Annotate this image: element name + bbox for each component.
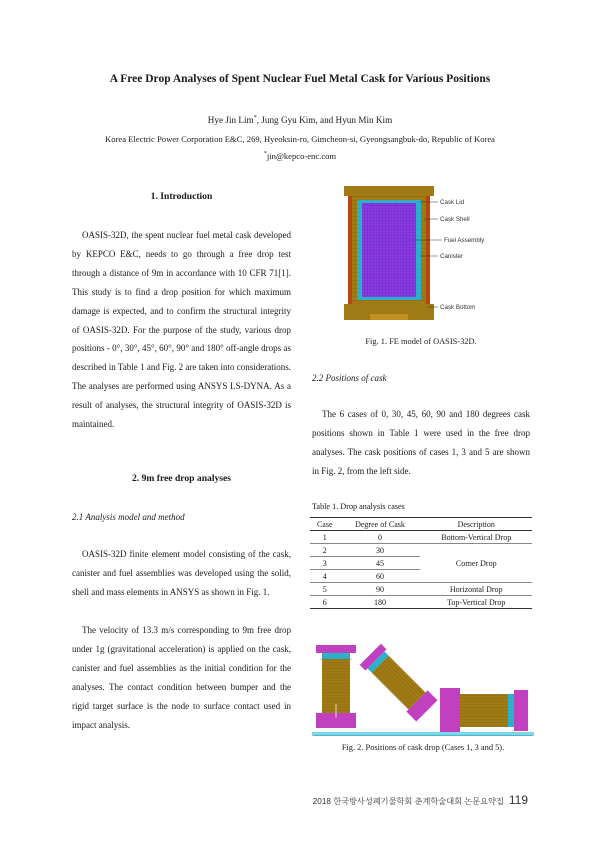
first-author: Hye Jin Lim [207, 115, 254, 126]
table-row: 6 180 Top-Vertical Drop [310, 596, 532, 609]
fig1-label-cask-lid: Cask Lid [440, 199, 465, 206]
paragraph-2-1-b: The velocity of 13.3 m/s corresponding to 9m free drop under 1g (gravitational acceleration) is applied on the cask, canister and fuel assemblies as the initial condition for the analyses. The contact condition between bumper and the rigid target surface is the node to surface contact used in impact analysis. [72, 625, 291, 730]
affiliation: Korea Electric Power Corporation E&C, 269, Hyeoksin-ro, Gimcheon-si, Gyeongsangbuk-do, Republic of Korea [105, 134, 495, 144]
fig1-caption: Fig. 1. FE model of OASIS-32D. [365, 337, 477, 346]
author-list [0, 115, 600, 125]
header-degree: Degree of Cask [339, 518, 420, 531]
fig2-caption: Fig. 2. Positions of cask drop (Cases 1, 3 and 5). [341, 743, 505, 752]
co-authors: , Jung Gyu Kim, and Hyun Min Kim [256, 115, 393, 126]
table-row: 1 0 Bottom-Vertical Drop [310, 531, 532, 544]
cask-case-3 [360, 644, 438, 722]
fig1-label-canister: Canister [440, 253, 464, 260]
subsection-2-2-heading: 2.2 Positions of cask [312, 373, 387, 383]
table-header-row [310, 518, 532, 531]
fig1-label-fuel-assembly: Fuel Assembly [444, 237, 485, 244]
fig1-label-cask-bottom: Cask Bottom [440, 304, 476, 311]
table-row: 4 60 [310, 570, 532, 583]
corner-drop-cell: Corner Drop [420, 544, 532, 583]
page-footer [313, 793, 528, 807]
corresponding-mark: * [253, 115, 257, 121]
table1-caption: Table 1. Drop analysis cases [312, 502, 405, 511]
cask-lid-shape [344, 186, 434, 196]
fig1-label-cask-shell: Cask Shell [440, 216, 470, 223]
fig1-fe-model [340, 184, 525, 326]
email-mark: * [263, 151, 267, 158]
email-line [0, 151, 600, 161]
intro-heading: 1. Introduction [150, 191, 213, 202]
table-row: 3 45 [310, 557, 532, 570]
paragraph-2-2: The 6 cases of 0, 30, 45, 60, 90 and 180 degrees cask positions shown in Table 1 were used in the free drop analyses. The cask positions of cases 1, 3 and 5 are shown in Fig. 2, from the left side. [312, 409, 530, 476]
table-row: 5 90 Horizontal Drop [310, 583, 532, 596]
fig2-drop-positions [312, 632, 534, 737]
proceedings-title: 2018 한국방사성폐기물학회 춘계학술대회 논문요약집 [312, 797, 504, 806]
subsection-2-1-heading: 2.1 Analysis model and method [72, 512, 185, 522]
table-row: 2 30 Corner Drop [310, 544, 532, 557]
header-description: Description [420, 518, 532, 531]
cask-case-5 [440, 688, 528, 733]
email: jin@kepco-enc.com [266, 151, 337, 161]
paper-title: A Free Drop Analyses of Spent Nuclear Fuel Metal Cask for Various Positions [109, 73, 491, 85]
fuel-assembly-shape [362, 203, 416, 297]
drop-analyses-heading: 2. 9m free drop analyses [131, 473, 232, 484]
drop-cases-table [310, 517, 532, 609]
page-number: 119 [508, 793, 528, 807]
header-case: Case [310, 518, 339, 531]
intro-paragraph: OASIS-32D, the spent nuclear fuel metal cask developed by KEPCO E&C, needs to go through a free drop test through a distance of 9m in accordance with 10 CFR 71[1]. This study is to find a drop position for which maximum damage is expected, and to confirm the structural integrity of OASIS-32D. For the purpose of the study, various drop positions - 0°, 30°, 45°, 60°, 90° and 180° off-angle drops as described in Table 1 and Fig. 2 are taken into considerations. The analyses are performed using ANSYS LS-DYNA. As a result of analyses, the structural integrity of OASIS-32D is maintained. [72, 230, 291, 430]
cask-case-1 [316, 645, 356, 728]
paragraph-2-1-a: OASIS-32D finite element model consisting of the cask, canister and fuel assemblies was developed using the solid, shell and mass elements in ANSYS as shown in Fig. 1. [72, 549, 291, 597]
